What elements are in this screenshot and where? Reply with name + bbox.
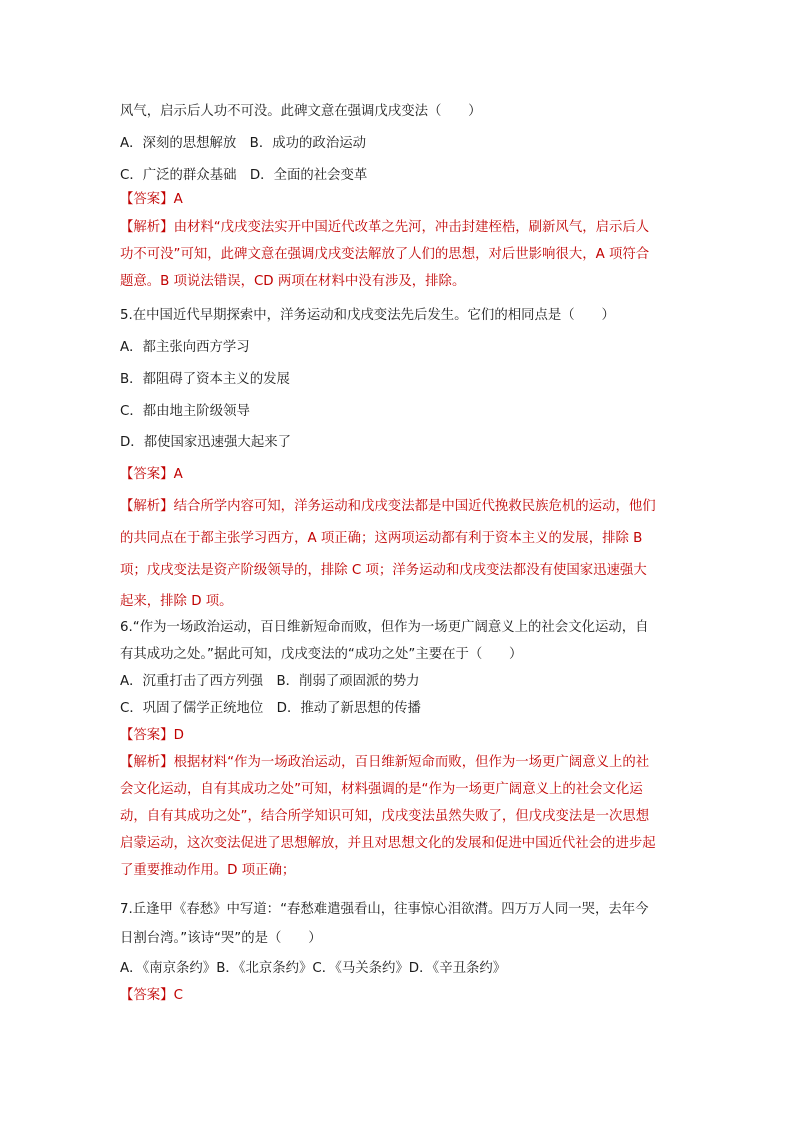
q7-answer	[120, 986, 183, 1006]
q5-analysis-line-2: 的共同点在于都主张学习西方，A 项正确；这两项运动都有利于资本主义的发展，排除 B	[120, 531, 643, 546]
q5-option-d: D．都使国家迅速强大起来了	[120, 435, 291, 450]
q4-options-line-1: A．深刻的思想解放 B．成功的政治运动	[120, 136, 366, 151]
q4-stem-tail: 风气，启示后人功不可没。此碑文意在强调戊戌变法（ ）	[120, 104, 482, 119]
analysis-label: 【解析】	[120, 220, 174, 235]
q5-analysis-line-4: 起来，排除 D 项。	[120, 594, 233, 609]
answer-label: 【答案】	[120, 192, 174, 207]
q4-analysis-line-2: 功不可没”可知，此碑文意在强调戊戌变法解放了人们的思想，对后世影响很大，A 项符合	[120, 247, 650, 262]
q7-stem-line-2: 日割台湾。”该诗“哭”的是（ ）	[120, 931, 322, 946]
q6-analysis-line-1: 【解析】根据材料“作为一场政治运动，百日维新短命而败，但作为一场更广阔意义上的社	[120, 755, 650, 770]
q6-answer	[120, 726, 184, 746]
q5-answer	[120, 465, 183, 485]
analysis-label: 【解析】	[120, 755, 174, 770]
answer-label: 【答案】	[120, 467, 174, 482]
q7-stem-line-1: 7.丘逢甲《春愁》中写道：“春愁难遣强看山，往事惊心泪欲潸。四万万人同一哭，去年今	[120, 902, 649, 917]
q4-answer	[120, 190, 183, 210]
q6-stem-line-2: 有其成功之处。”据此可知，戊戌变法的“成功之处”主要在于（ ）	[120, 647, 523, 662]
q6-options-line-2: C．巩固了儒学正统地位 D．推动了新思想的传播	[120, 701, 421, 716]
q5-option-b: B．都阻碍了资本主义的发展	[120, 372, 290, 387]
answer-label: 【答案】	[120, 988, 174, 1003]
answer-label: 【答案】	[120, 728, 174, 743]
analysis-label: 【解析】	[120, 499, 174, 514]
answer-value: C	[173, 988, 183, 1003]
q5-stem: 5.在中国近代早期探索中，洋务运动和戊戌变法先后发生。它们的相同点是（ ）	[120, 308, 615, 323]
q6-analysis-line-4: 启蒙运动，这次变法促进了思想解放，并且对思想文化的发展和促进中国近代社会的进步起	[120, 836, 656, 851]
q5-option-c: C．都由地主阶级领导	[120, 404, 250, 419]
q5-analysis-line-1: 【解析】结合所学内容可知，洋务运动和戊戌变法都是中国近代挽救民族危机的运动，他们	[120, 499, 656, 514]
answer-value: A	[173, 192, 183, 207]
q7-options-line: A．《南京条约》B．《北京条约》C．《马关条约》D．《辛丑条约》	[120, 961, 507, 976]
q5-analysis-line-3: 项；戊戌变法是资产阶级领导的，排除 C 项；洋务运动和戊戌变法都没有使国家迅速强大	[120, 563, 647, 578]
q4-options-line-2: C．广泛的群众基础 D．全面的社会变革	[120, 168, 368, 183]
answer-value: D	[173, 728, 184, 743]
q4-analysis-line-1: 【解析】由材料“戊戌变法实开中国近代改革之先河，冲击封建桎梏，刷新风气，启示后人	[120, 220, 650, 235]
q5-option-a: A．都主张向西方学习	[120, 340, 250, 355]
q6-analysis-line-2: 会文化运动，自有其成功之处”可知，材料强调的是“作为一场更广阔意义上的社会文化运	[120, 782, 643, 797]
q6-analysis-line-5: 了重要推动作用。D 项正确；	[120, 863, 296, 878]
q4-analysis-line-3: 题意。B 项说法错误，CD 两项在材料中没有涉及，排除。	[120, 274, 466, 289]
q6-stem-line-1: 6.“作为一场政治运动，百日维新短命而败，但作为一场更广阔意义上的社会文化运动，自	[120, 620, 649, 635]
answer-value: A	[173, 467, 183, 482]
q6-analysis-line-3: 动，自有其成功之处”，结合所学知识可知，戊戌变法虽然失败了，但戊戌变法是一次思想	[120, 809, 650, 824]
q6-options-line-1: A．沉重打击了西方列强 B．削弱了顽固派的势力	[120, 674, 420, 689]
